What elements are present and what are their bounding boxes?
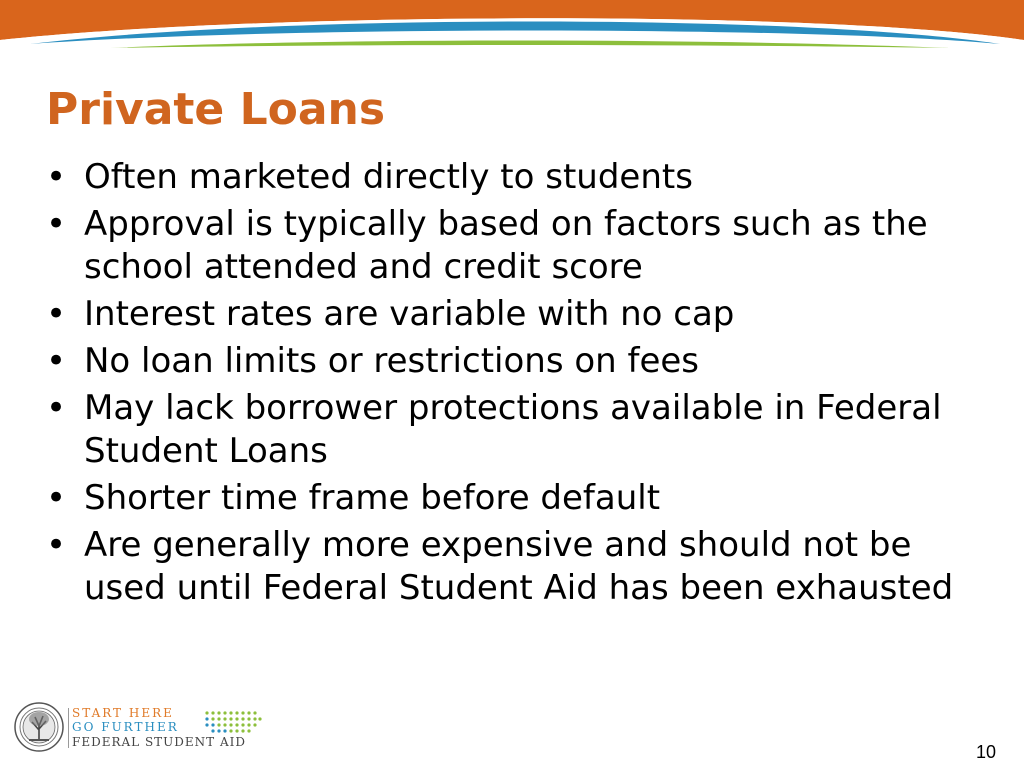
department-of-education-seal-icon [14,702,64,752]
top-banner [0,0,1024,60]
bullet-point-icon: • [46,478,67,518]
bullet-item [46,387,976,473]
logo-agency-name: FEDERAL STUDENT AID [72,735,247,749]
bullet-item [46,203,976,289]
bullet-text: No loan limits or restrictions on fees [84,341,700,381]
bullet-point-icon: • [46,388,67,428]
bullet-point-icon: • [46,341,67,381]
bullet-point-icon: • [46,204,67,244]
logo-dot-pattern-icon [204,710,262,734]
bullet-text: Are generally more expensive and should not be used until Federal Student Aid has been exhausted [84,525,954,608]
bullet-item [46,340,976,383]
bullet-point-icon: • [46,525,67,565]
bullet-text: Shorter time frame before default [84,478,661,518]
bullet-point-icon: • [46,157,67,197]
bullet-item [46,293,976,336]
bullet-text: Interest rates are variable with no cap [84,294,735,334]
bullet-item [46,477,976,520]
logo-tagline-go-further: GO FURTHER [72,720,179,734]
bullet-text: Approval is typically based on factors such as the school attended and credit score [84,204,928,287]
slide-title: Private Loans [46,84,386,135]
federal-student-aid-logo [14,702,254,758]
bullet-item [46,524,976,610]
logo-tagline-start-here: START HERE [72,706,174,720]
bullet-text: Often marketed directly to students [84,157,693,197]
logo-divider [68,708,69,748]
bullet-list [46,156,976,614]
bullet-point-icon: • [46,294,67,334]
bullet-text: May lack borrower protections available in Federal Student Loans [84,388,942,471]
bullet-item [46,156,976,199]
page-number: 10 [975,742,996,762]
